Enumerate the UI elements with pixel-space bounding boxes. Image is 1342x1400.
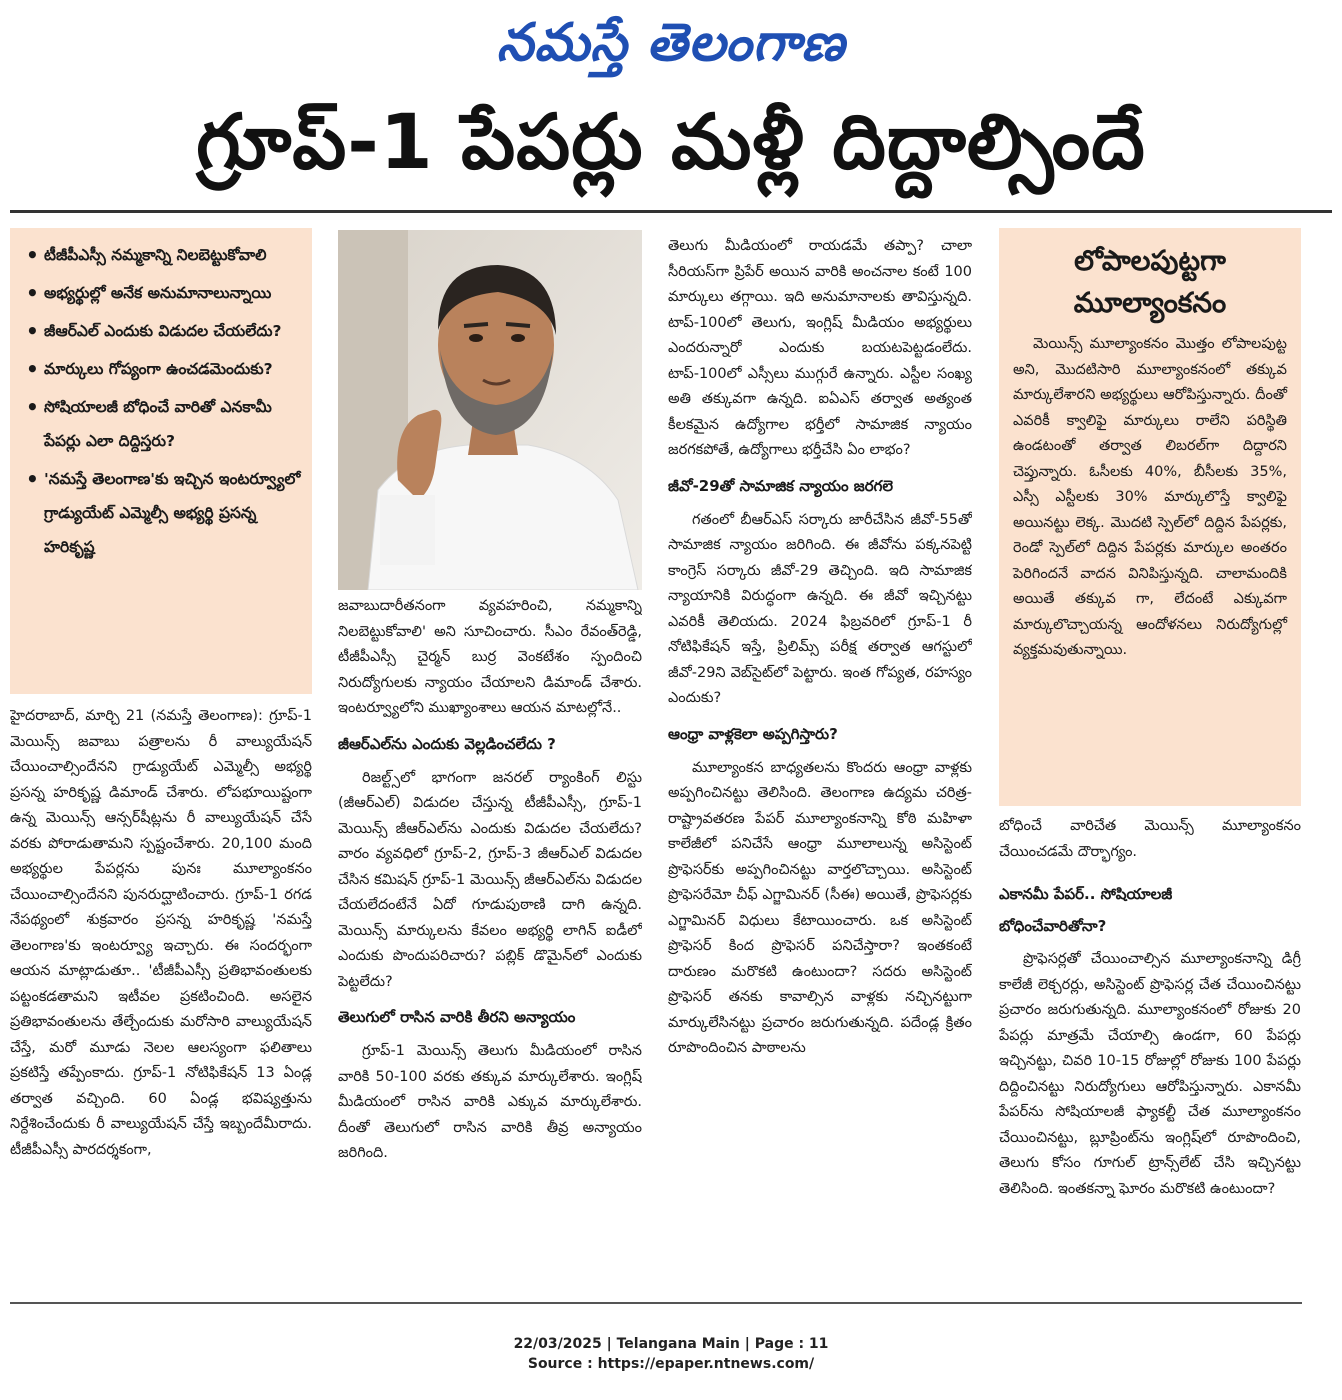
article-paragraph: మూల్యాంకన బాధ్యతలను కొందరు ఆంధ్రా వాళ్లకు అప్పగించినట్టు తెలిసింది. తెలంగాణ ఉద్యమ చరిత్ర-రాష్ట్రావతరణ పేపర్‌ మూల్యాంకనాన్ని కోఠి మహిళా కాలేజీలో పనిచేసే ఆంధ్రా మూలాలున్న అసిస్టెంట్‌ ప్రొఫెసర్‌కు అప్పగించినట్టు వార్తలొచ్చాయి. అసిస్టెంట్‌ ప్రొఫెసరేమో చీఫ్‌ ఎగ్జామినర్‌ (సీఈ) అయితే, ప్రొఫెసర్లకు ఎగ్జామినర్‌ విధులు కేటాయించారు. ఒక అసిస్టెంట్‌ ప్రొఫెసర్‌ కింద ప్రొఫెసర్‌ పనిచేస్తారా? ఇంతకంటే దారుణం మరొకటి ఉంటుందా? సదరు అసిస్టెంట్‌ ప్రొఫెసర్‌ తనకు కావాల్సిన వాళ్లకు నచ్చినట్టుగా మార్కులేసినట్టు ప్రచారం జరుగుతున్నది. పదేండ్ల క్రితం రూపొందించిన పాఠాలను — [668, 759, 972, 1056]
highlights-list — [24, 238, 304, 564]
article-paragraph: గతంలో బీఆర్‌ఎస్‌ సర్కారు జారీచేసిన జీవో-55తో సామాజిక న్యాయం జరిగింది. ఈ జీవోను పక్కనపెట్టి కాంగ్రెస్‌ సర్కారు జీవో-29 తెచ్చింది. ఇది సామాజిక న్యాయానికి విరుద్ధంగా ఉన్నది. ఈ జీవో ఇచ్చినట్టు ఎవరికీ తెలియదు. 2024 ఫిబ్రవరిలో గ్రూప్‌-1 రీ నోటిఫికేషన్‌ ఇస్తే, ప్రిలిమ్స్‌ పరీక్ష తర్వాత ఆగస్టులో జీవో-29ని వెబ్‌సైట్‌లో పెట్టారు. ఇంత గోప్యత, రహస్యం ఎందుకు? — [668, 511, 972, 706]
article-paragraph: తెలుగు మీడియంలో రాయడమే తప్పా? చాలా సీరియస్‌గా ప్రిపేర్‌ అయిన వారికి అంచనాల కంటే 100 మార్కులు తగ్గాయి. ఇది అనుమానాలకు తావిస్తున్నది. టాప్‌-100లో తెలుగు, ఇంగ్లిష్‌ మీడియం అభ్యర్థులు ఎందరున్నారో ఎందుకు బయటపెట్టడంలేదు. టాప్‌-100లో ఎస్సీలు ముగ్గురే ఉన్నారు. ఎస్టీల సంఖ్య అతి తక్కువగా ఉన్నది. ఐఏఎస్‌ తర్వాత అత్యంత కీలకమైన ఉద్యోగాల భర్తీలో సామాజిక న్యాయం జరగకపోతే, ఉద్యోగాలు భర్తీచేసి ఏం లాభం? — [668, 238, 972, 458]
section-subheading: ఆంధ్రా వాళ్లకెలా అప్పగిస్తారు? — [668, 724, 838, 743]
article-paragraph: బోధించే వారిచేత మెయిన్స్‌ మూల్యాంకనం చేయించడమే దౌర్భాగ్యం. — [999, 818, 1301, 860]
article-paragraph: హైదరాబాద్‌, మార్చి 21 (నమస్తే తెలంగాణ): గ్రూప్‌-1 మెయిన్స్‌ జవాబు పత్రాలను రీ వాల్యుయేషన్‌ చేయించాల్సిందేనని గ్రాడ్యుయేట్‌ ఎమ్మెల్సీ అభ్యర్థి ప్రసన్న హరికృష్ణ డిమాండ్‌ చేశారు. లోపభూయిష్టంగా ఉన్న మెయిన్స్‌ ఆన్సర్‌షీట్లను రీ వాల్యుయేషన్‌ చేసే వరకు పోరాడుతామని స్పష్టంచేశారు. 20,100 మంది అభ్యర్థుల పేపర్లను పునః మూల్యాంకనం చేయించాల్సిందేనని పునరుద్ఘాటించారు. గ్రూప్‌-1 రగడ నేపథ్యంలో శుక్రవారం ప్రసన్న హరికృష్ణ 'నమస్తే తెలంగాణ'కు ఇంటర్వ్యూ ఇచ్చారు. ఈ సందర్భంగా ఆయన మాట్లాడుతూ.. 'టీజీపీఎస్సీ ప్రతిభావంతులకు పట్టంకడతామని ఇటీవల ప్రకటించింది. అసలైన ప్రతిభావంతులను తేల్చేందుకు మరోసారి వాల్యుయేషన్‌ చేస్తే, మరో మూడు నెలల ఆలస్యంగా ఫలితాలు ప్రకటిస్తే తప్పేంకాదు. గ్రూప్‌-1 నోటిఫికేషన్‌ 13 ఏండ్ల తర్వాత వచ్చింది. 60 ఏండ్ల భవిష్యత్తును నిర్దేశించేందుకు రీ వాల్యుయేషన్‌ చేస్తే ఇబ్బందేమీరాదు. టీజీపీఎస్సీ పారదర్శకంగా, — [10, 708, 312, 1158]
section-subheading: జీఆర్‌ఎల్‌ను ఎందుకు వెల్లడించలేదు ? — [338, 734, 556, 753]
section-subheading: తెలుగులో రాసిన వారికి తీరని అన్యాయం — [338, 1008, 576, 1026]
section-subheading: బోధించేవారితోనా? — [999, 917, 1107, 935]
article-paragraph: ప్రొఫెసర్లతో చేయించాల్సిన మూల్యాంకనాన్ని డిగ్రీ కాలేజీ లెక్చరర్లు, అసిస్టెంట్‌ ప్రొఫెసర్ల చేత చేయించినట్టు ప్రచారం జరుగుతున్నది. మూల్యాంకనంలో రోజుకు 20 పేపర్లు మాత్రమే చేయాల్సి ఉండగా, 60 పేపర్లు ఇచ్చినట్టు, చివరి 10-15 రోజుల్లో రోజుకు 100 పేపర్లు దిద్దించినట్టు నిరుద్యోగులు ఆరోపిస్తున్నారు. ఎకానమీ పేపర్‌ను సోషియాలజీ ఫ్యాకల్టీ చేత మూల్యాంకనం చేయించినట్టు, బ్లూప్రింట్‌ను ఇంగ్లిష్‌లో రూపొందించి, తెలుగు కోసం గూగుల్‌ ట్రాన్స్‌లేట్‌ చేసి ఇచ్చినట్టు తెలిసింది. ఇంతకన్నా ఘోరం మరొకటి ఉంటుందా? — [999, 951, 1301, 1197]
sidebar-box — [999, 228, 1301, 806]
section-subheading: జీవో-29తో సామాజిక న్యాయం జరగలె — [668, 476, 894, 495]
portrait-illustration — [338, 230, 642, 590]
sidebar-title: లోపాలపుట్టగా మూల్యాంకనం — [1073, 244, 1227, 319]
highlight-item: • అభ్యర్థుల్లో అనేక అనుమానాలున్నాయి — [24, 276, 304, 310]
page-bottom-rule — [10, 1302, 1302, 1304]
article-column-2 — [338, 594, 642, 1294]
newspaper-masthead: నమస్తే తెలంగాణ — [496, 12, 846, 73]
headline-rule — [10, 210, 1332, 213]
highlight-item: • జీఆర్‌ఎల్‌ ఎందుకు విడుదల చేయలేదు? — [24, 314, 304, 348]
article-column-3 — [668, 234, 972, 1294]
interviewee-photo — [338, 230, 642, 590]
page-footer — [0, 1334, 1342, 1374]
section-subheading: ఎకానమీ పేపర్‌.. సోషియాలజీ — [999, 885, 1173, 903]
highlight-item: • టీజీపీఎస్సీ నమ్మకాన్ని నిలబెట్టుకోవాలి — [24, 238, 304, 272]
highlight-item: • మార్కులు గోప్యంగా ఉంచడమెందుకు? — [24, 352, 304, 386]
article-paragraph: జవాబుదారీతనంగా వ్యవహరించి, నమ్మకాన్ని నిలబెట్టుకోవాలి' అని సూచించారు. సీఎం రేవంత్‌రెడ్డి, టీజీపీఎస్సీ చైర్మన్‌ బుర్ర వెంకటేశం స్పందించి నిరుద్యోగులకు న్యాయం చేయాలని డిమాండ్‌ చేశారు. ఇంటర్వ్యూలోని ముఖ్యాంశాలు ఆయన మాటల్లోనే.. — [338, 598, 642, 716]
article-paragraph: రిజల్ట్స్‌లో భాగంగా జనరల్‌ ర్యాంకింగ్‌ లిస్టు (జీఆర్‌ఎల్‌) విడుదల చేస్తున్న టీజీపీఎస్సీ, గ్రూప్‌-1 మెయిన్స్‌ జీఆర్‌ఎల్‌ను ఎందుకు విడుదల చేయలేదు? వారం వ్యవధిలో గ్రూప్‌-2, గ్రూప్‌-3 జీఆర్‌ఎల్‌ విడుదల చేసిన కమిషన్‌ గ్రూప్‌-1 మెయిన్స్‌ జీఆర్‌ఎల్‌ను విడుదల చేయలేదంటేనే ఏదో గూడుపుఠాణి దాగి ఉన్నది. మెయిన్స్‌ మార్కులను కేవలం అభ్యర్థి లాగిన్‌ ఐడీలో ఎందుకు పొందుపరిచారు? పబ్లిక్‌ డొమైన్‌లో ఎందుకు పెట్టలేదు? — [338, 769, 642, 990]
highlight-item: • 'నమస్తే తెలంగాణ'కు ఇచ్చిన ఇంటర్వ్యూలో గ్రాడ్యుయేట్‌ ఎమ్మెల్సీ అభ్యర్థి ప్రసన్న హరికృష్ణ — [24, 462, 304, 564]
footer-edition-info: 22/03/2025 | Telangana Main | Page : 11 — [513, 1336, 829, 1352]
highlight-item: • సోషియాలజీ బోధించే వారితో ఎనకామీ పేపర్లు ఎలా దిద్దిస్తరు? — [24, 390, 304, 458]
article-paragraph: గ్రూప్‌-1 మెయిన్స్‌ తెలుగు మీడియంలో రాసిన వారికి 50-100 వరకు తక్కువ మార్కులేశారు. ఇంగ్లిష్‌ మీడియంలో రాసిన వారికి ఎక్కువ మార్కులేశారు. దీంతో తెలుగులో రాసిన వారికి తీవ్ర అన్యాయం జరిగింది. — [338, 1043, 642, 1161]
highlights-box — [10, 228, 312, 694]
sidebar-paragraph: మెయిన్స్‌ మూల్యాంకనం మొత్తం లోపాలపుట్ట అని, మొదటిసారి మూల్యాంకనంలో తక్కువ మార్కులేశారని అభ్యర్థులు ఆరోపిస్తున్నారు. దీంతో ఎవరికీ క్వాలిఫై మార్కులు రాలేని పరిస్థితి ఉండటంతో తర్వాత లిబరల్‌గా దిద్దారని చెప్తున్నారు. ఓసీలకు 40%, బీసీలకు 35%, ఎస్సీ ఎస్టీలకు 30% మార్కులొస్తే క్వాలిఫై అయినట్టు లెక్క. మొదటి స్పెల్‌లో దిద్దిన పేపర్లకు, రెండో స్పెల్‌లో దిద్దిన పేపర్లకు మార్కుల అంతరం పెరిగిందనే వాదన వినిపిస్తున్నది. చాలామందికి అయితే తక్కువ గా, లేదంటే ఎక్కువగా మార్కులొచ్చాయన్న ఆందోళనలు నిరుద్యోగుల్లో వ్యక్తమవుతున్నాయి. — [1013, 336, 1287, 658]
footer-source: Source : https://epaper.ntnews.com/ — [527, 1356, 815, 1372]
article-column-1 — [10, 704, 312, 1294]
article-headline: గ్రూప్‌-1 పేపర్లు మళ్లీ దిద్దాల్సిందే — [196, 97, 1146, 186]
article-column-4 — [999, 814, 1301, 1294]
